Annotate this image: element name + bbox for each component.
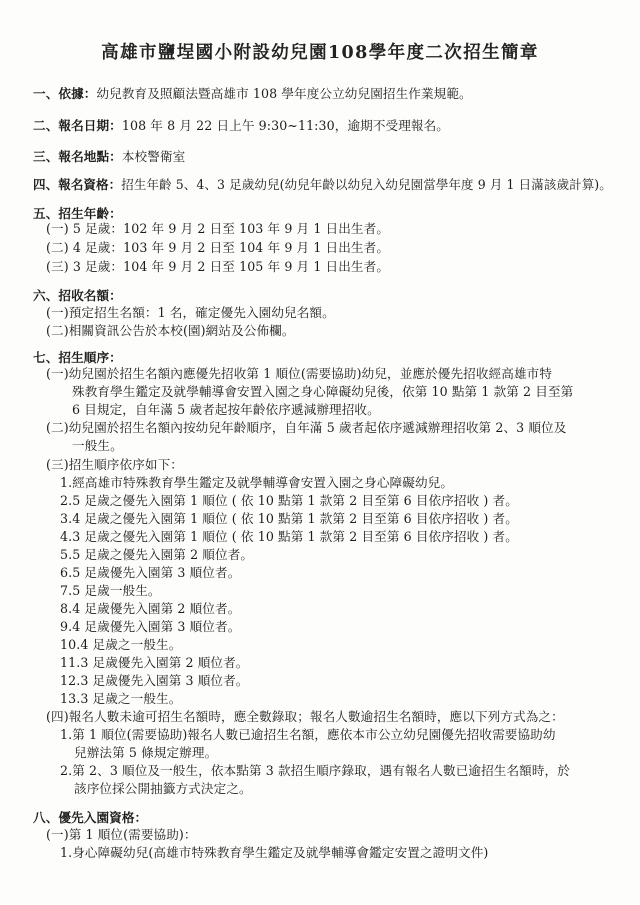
order-list-item: 11.3 足歲優先入園第 2 順位者。	[60, 655, 249, 670]
order-paragraph-line: 2.第 2、3 順位及一般生，依本點第 3 款招生順序錄取，遇有報名人數已逾招生名額時，於	[60, 763, 570, 778]
document-title: 高雄市鹽埕國小附設幼兒園108學年度二次招生簡章	[101, 43, 539, 63]
section-registration-date	[33, 118, 449, 134]
order-paragraph-line: (四)報名人數未逾可招生名額時，應全數錄取；報名人數逾招生名額時，應以下列方式為之：	[46, 709, 564, 724]
section-basis	[33, 86, 472, 102]
order-list-item: 9.4 足歲優先入園第 3 順位者。	[60, 619, 241, 634]
order-subheading: (三)招生順序依序如下：	[46, 457, 183, 472]
order-list-item: 5.5 足歲之優先入園第 2 順位者。	[60, 547, 254, 562]
section-text: 幼兒教育及照顧法暨高雄市 108 學年度公立幼兒園招生作業規範。	[96, 86, 472, 101]
order-paragraph-line: (一)幼兒園於招生名額內應優先招收第 1 順位(需要協助)幼兒，並應於優先招收經高雄市特	[46, 366, 553, 381]
order-list-item: 10.4 足歲之一般生。	[60, 637, 182, 652]
order-list-item: 8.4 足歲優先入園第 2 順位者。	[60, 601, 241, 616]
order-paragraph-line: 一般生。	[72, 438, 123, 453]
section-heading-order: 七、招生順序：	[33, 350, 122, 365]
order-paragraph-line: 1.第 1 順位(需要協助)報名人數已逾招生名額，應依本市公立幼兒園優先招收需要協助幼	[60, 727, 556, 742]
section-eligibility	[33, 177, 612, 193]
order-list-item: 6.5 足歲優先入園第 3 順位者。	[60, 565, 241, 580]
order-list-item: 7.5 足歲一般生。	[60, 583, 161, 598]
order-paragraph-line: 兒辦法第 5 條規定辦理。	[74, 745, 218, 760]
order-list-item: 12.3 足歲優先入園第 3 順位者。	[60, 673, 249, 688]
order-list-item: 3.4 足歲之優先入園第 1 順位 ( 依 10 點第 1 款第 2 目至第 6 目依序招收 ) 者。	[60, 511, 518, 526]
section-text: 本校警衛室	[121, 149, 186, 164]
section-heading-quota: 六、招收名額：	[33, 288, 122, 303]
section-heading: 三、報名地點：	[33, 149, 122, 164]
priority-subheading: (一)第 1 順位(需要協助)：	[46, 827, 197, 842]
order-list-item: 4.3 足歲之優先入園第 1 順位 ( 依 10 點第 1 款第 2 目至第 6 目依序招收 ) 者。	[60, 529, 518, 544]
section-text: 招生年齡 5、4、3 足歲幼兒(幼兒年齡以幼兒入幼兒園當學年度 9 月 1 日滿該歲計算)。	[121, 177, 612, 192]
order-paragraph-line: 該序位採公開抽籤方式決定之。	[74, 781, 252, 796]
age-item: (二) 4 足歲：103 年 9 月 2 日至 104 年 9 月 1 日出生者。	[46, 240, 390, 255]
section-heading: 一、依據：	[33, 86, 97, 101]
section-registration-place	[33, 149, 185, 165]
section-heading-priority: 八、優先入園資格：	[33, 810, 148, 825]
section-heading-age: 五、招生年齡：	[33, 206, 122, 221]
order-paragraph-line: (二)幼兒園於招生名額內按幼兒年齡順序，自年滿 5 歲者起依序遞減辦理招收第 2、3 順位及	[46, 420, 567, 435]
order-paragraph-line: 殊教育學生鑑定及就學輔導會安置入園之身心障礙幼兒後，依第 10 點第 1 款第 2 目至第	[72, 384, 574, 399]
quota-item: (二)相關資訊公告於本校(園)網站及公佈欄。	[46, 323, 295, 338]
quota-item: (一)預定招生名額：1 名，確定優先入園幼兒名額。	[46, 305, 335, 320]
section-heading: 二、報名日期：	[33, 118, 122, 133]
order-list-item: 2.5 足歲之優先入園第 1 順位 ( 依 10 點第 1 款第 2 目至第 6 目依序招收 ) 者。	[60, 493, 518, 508]
section-heading: 四、報名資格：	[33, 177, 122, 192]
order-list-item: 13.3 足歲之一般生。	[60, 691, 182, 706]
age-item: (三) 3 足歲：104 年 9 月 2 日至 105 年 9 月 1 日出生者。	[46, 259, 390, 274]
order-paragraph-line: 6 目規定，自年滿 5 歲者起按年齡依序遞減辦理招收。	[72, 402, 380, 417]
section-text: 108 年 8 月 22 日上午 9:30~11:30，逾期不受理報名。	[121, 118, 449, 133]
age-item: (一) 5 足歲：102 年 9 月 2 日至 103 年 9 月 1 日出生者。	[46, 221, 390, 236]
priority-item: 1.身心障礙幼兒(高雄市特殊教育學生鑑定及就學輔導會鑑定安置之證明文件)	[60, 845, 489, 860]
order-list-item: 1.經高雄市特殊教育學生鑑定及就學輔導會安置入園之身心障礙幼兒。	[60, 475, 454, 490]
